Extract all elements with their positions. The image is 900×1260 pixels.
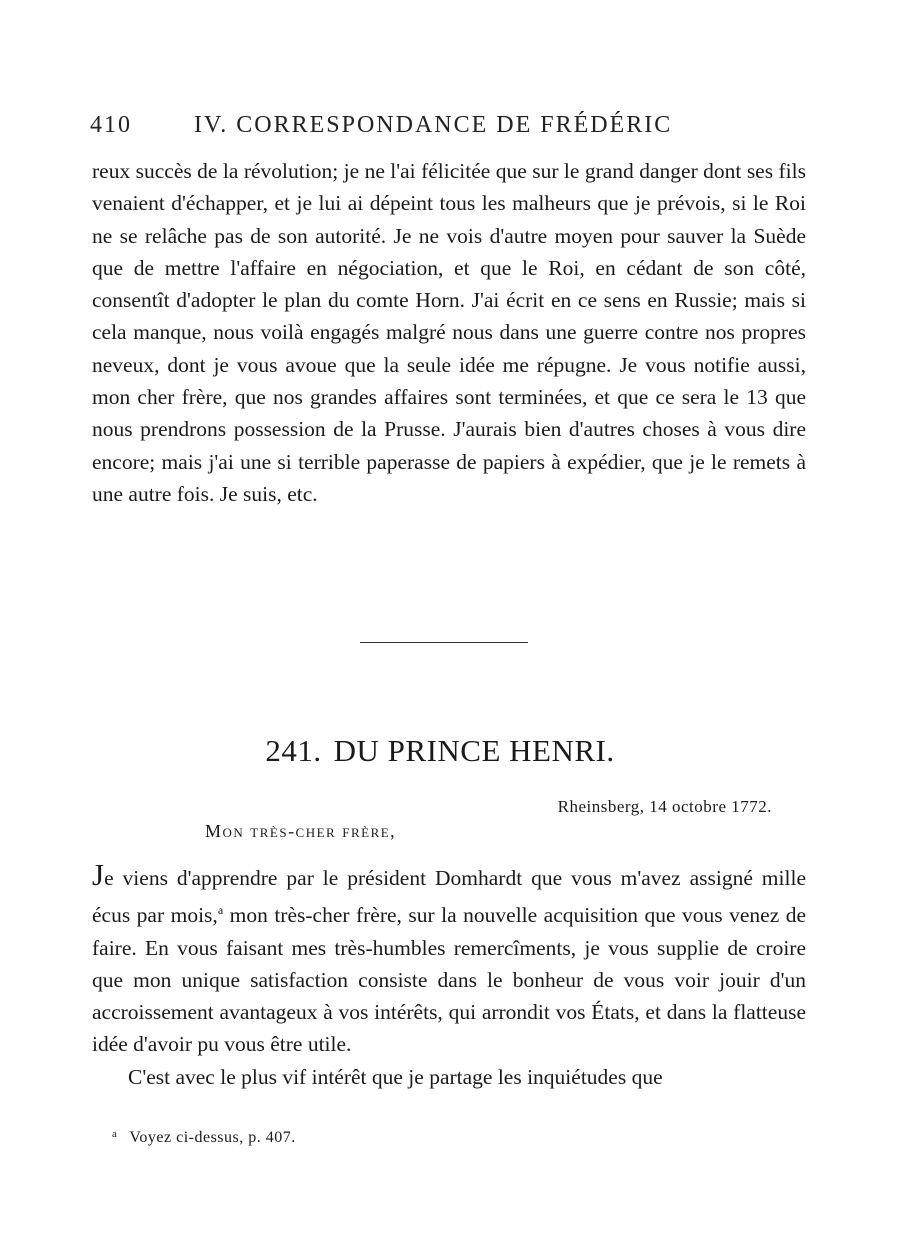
letter-number: 241. — [265, 733, 322, 768]
letter-paragraph-2: C'est avec le plus vif intérêt que je partage les inquiétudes que — [128, 1064, 663, 1089]
paragraph-1-text-a: e viens d'apprendre par le président Domhardt que vous m'avez assigné mille écus par mois, — [92, 866, 806, 928]
running-title: IV. CORRESPONDANCE DE FRÉDÉRIC — [194, 112, 673, 138]
continuation-paragraph: reux succès de la révolution; je ne l'ai félicitée que sur le grand danger dont ses fils venaient d'échapper, et je lui ai dépeint tous les malheurs que je prévois, si le Roi ne se relâche pas de son autorité. Je ne vois d'autre moyen pour sauver la Suède que de mettre l'affaire en négociation, et que le Roi, en cédant de son côté, consentît d'adopter le plan du comte Horn. J'ai écrit en ce sens en Russie; mais si cela manque, nous voilà engagés malgré nous dans une guerre contre nos propres neveux, dont je vous avoue que la seule idée me répugne. Je vous notifie aussi, mon cher frère, que nos grandes affaires sont terminées, et que ce sera le 13 que nous prendrons possession de la Prusse. J'aurais bien d'autres choses à vous dire encore; mais j'ai une si terrible paperasse de papiers à expédier, que je le remets à une autre fois. Je suis, etc. — [92, 159, 806, 506]
paragraph-1-text-b: mon très-cher frère, sur la nouvelle acquisition que vous venez de faire. En vous faisant mes très-humbles remercîments, je vous supplie de croire que mon unique satisfaction consiste dans le bonheur de vous voir jouir d'un accroissement avantageux à vos intérêts, qui arrondit vos États, et dans la flatteuse idée d'avoir pu vous être utile. — [92, 903, 807, 1057]
footnote-text: Voyez ci-dessus, p. 407. — [129, 1129, 296, 1146]
dateline: Rheinsberg, 14 octobre 1772. — [557, 797, 772, 816]
previous-letter-continuation — [92, 155, 806, 510]
footnote-reference: a — [217, 903, 224, 918]
footnote — [112, 1128, 296, 1147]
section-divider — [360, 642, 528, 643]
letter-body — [92, 857, 807, 1093]
drop-cap: J — [92, 857, 105, 892]
letter-paragraph-1 — [92, 857, 807, 1061]
running-header — [90, 112, 710, 139]
page-number: 410 — [90, 112, 132, 138]
salutation: Mon très-cher frère, — [205, 821, 397, 841]
letter-heading — [0, 733, 890, 769]
letter-title: DU PRINCE HENRI. — [333, 733, 615, 768]
footnote-marker: a — [112, 1128, 118, 1140]
